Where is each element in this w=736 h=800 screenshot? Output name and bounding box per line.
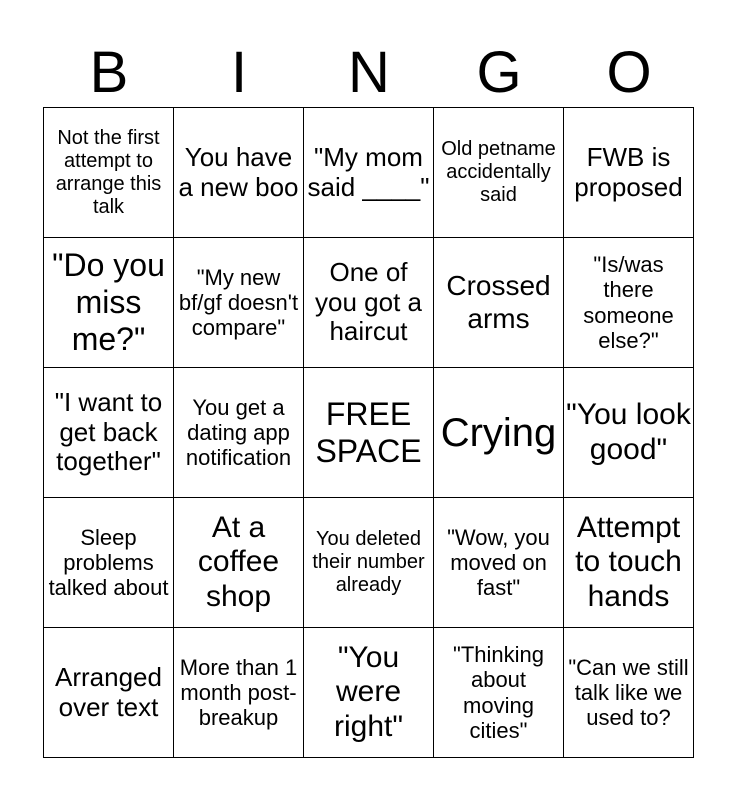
- bingo-cell-2-3[interactable]: [304, 238, 434, 368]
- cell-label: More than 1 month post-breakup: [179, 654, 298, 731]
- header-letter-i: I: [230, 40, 248, 105]
- cell-label: "My mom said ____": [307, 141, 430, 202]
- bingo-cell-4-4[interactable]: [434, 498, 564, 628]
- header-letter-b: B: [89, 40, 129, 105]
- cell-label: Crossed arms: [446, 270, 551, 334]
- bingo-cell-4-5[interactable]: [564, 498, 694, 628]
- cell-label: You get a dating app notification: [185, 394, 292, 471]
- bingo-cell-4-2[interactable]: [174, 498, 304, 628]
- bingo-header: [44, 40, 694, 106]
- bingo-cell-5-3[interactable]: [304, 628, 434, 758]
- free-space-cell[interactable]: [304, 368, 434, 498]
- cell-label: One of you got a haircut: [315, 256, 422, 347]
- cell-label: "You were right": [333, 640, 403, 743]
- bingo-cell-4-1[interactable]: [44, 498, 174, 628]
- header-letter-n: N: [348, 40, 390, 105]
- cell-label: Sleep problems talked about: [48, 524, 169, 601]
- bingo-cell-1-2[interactable]: [174, 108, 304, 238]
- bingo-grid: [43, 107, 694, 758]
- cell-label: "Thinking about moving cities": [453, 641, 544, 743]
- cell-label: You deleted their number already: [312, 528, 425, 596]
- cell-label: Crying: [440, 410, 557, 455]
- cell-label: Attempt to touch hands: [575, 510, 682, 613]
- bingo-cell-1-4[interactable]: [434, 108, 564, 238]
- bingo-cell-3-5[interactable]: [564, 368, 694, 498]
- bingo-cell-2-4[interactable]: [434, 238, 564, 368]
- cell-label: "Can we still talk like we used to?: [568, 654, 689, 731]
- cell-label: Arranged over text: [55, 661, 162, 722]
- cell-label: "My new bf/gf doesn't compare": [178, 264, 299, 341]
- bingo-cell-1-5[interactable]: [564, 108, 694, 238]
- bingo-cell-2-5[interactable]: [564, 238, 694, 368]
- header-letter-g: G: [476, 40, 522, 105]
- bingo-cell-1-1[interactable]: [44, 108, 174, 238]
- cell-label: Old petname accidentally said: [441, 138, 556, 206]
- bingo-cell-2-1[interactable]: [44, 238, 174, 368]
- cell-label: "I want to get back together": [54, 386, 163, 477]
- cell-label: "You look good": [566, 398, 691, 466]
- bingo-cell-5-4[interactable]: [434, 628, 564, 758]
- bingo-cell-1-3[interactable]: [304, 108, 434, 238]
- cell-label: You have a new boo: [178, 141, 299, 202]
- bingo-cell-2-2[interactable]: [174, 238, 304, 368]
- cell-label: FWB is proposed: [574, 141, 683, 202]
- bingo-cell-5-5[interactable]: [564, 628, 694, 758]
- header-letter-o: O: [606, 40, 652, 105]
- cell-label: FREE SPACE: [315, 395, 422, 469]
- cell-label: Not the first attempt to arrange this talk: [55, 126, 162, 218]
- bingo-cell-5-1[interactable]: [44, 628, 174, 758]
- cell-label: "Wow, you moved on fast": [447, 524, 550, 601]
- bingo-cell-4-3[interactable]: [304, 498, 434, 628]
- cell-label: "Is/was there someone else?": [583, 251, 674, 353]
- bingo-cell-3-4[interactable]: [434, 368, 564, 498]
- cell-label: At a coffee shop: [197, 510, 280, 613]
- cell-label: "Do you miss me?": [52, 247, 165, 357]
- bingo-cell-3-1[interactable]: [44, 368, 174, 498]
- bingo-cell-3-2[interactable]: [174, 368, 304, 498]
- bingo-cell-5-2[interactable]: [174, 628, 304, 758]
